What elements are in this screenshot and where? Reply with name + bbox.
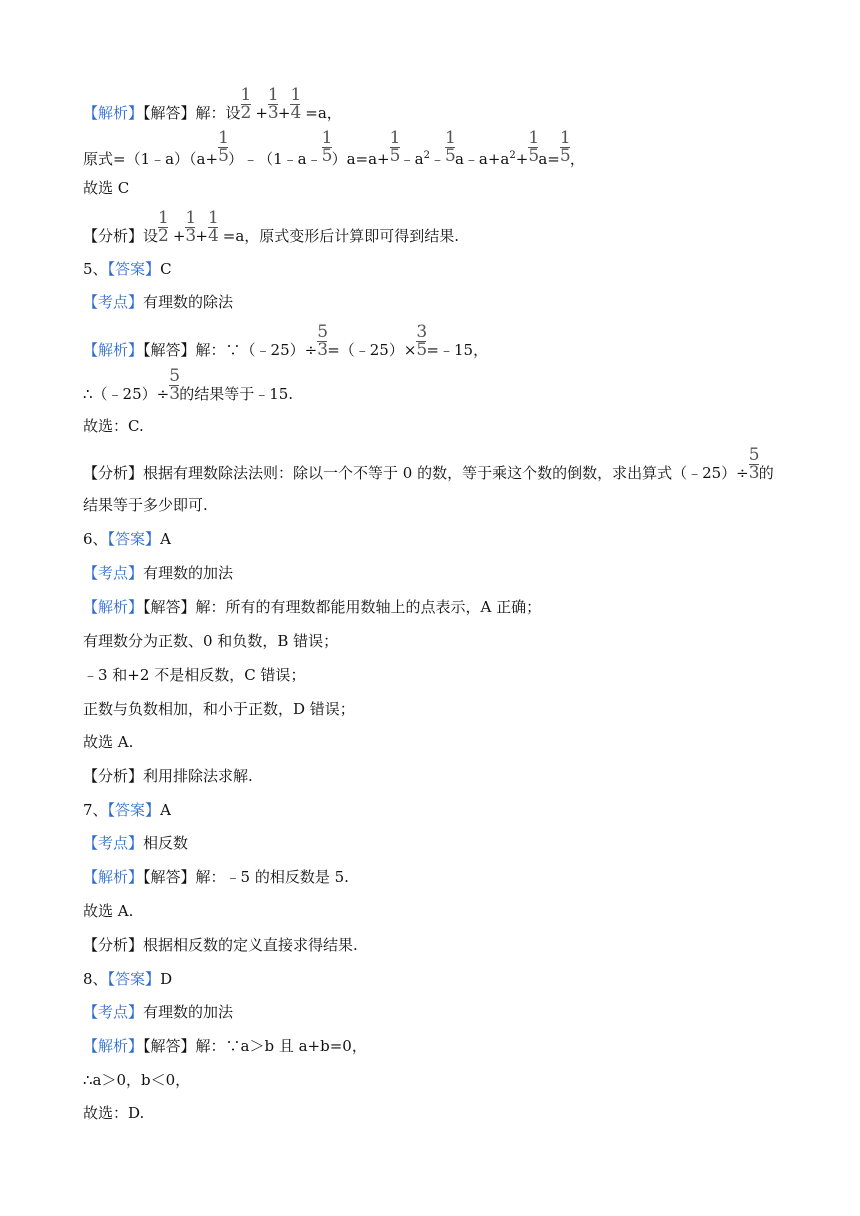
- fraction-1-5: $\frac{1}{5}$: [218, 128, 229, 166]
- q8-choice: 故选：D.: [83, 1104, 145, 1122]
- fraction-1-5: $\frac{1}{5}$: [321, 128, 333, 166]
- fenxi-tag: 【分析】: [83, 227, 144, 245]
- daan-tag: 【答案】: [107, 260, 161, 278]
- q4-choice: 故选 C: [83, 179, 130, 197]
- fraction-1-4: $\frac{1}{4}$: [207, 208, 219, 246]
- fraction-1-3: $\frac{1}{3}$: [267, 85, 279, 123]
- fraction-1-5: $\frac{1}{5}$: [559, 128, 571, 166]
- jieda-tag: 【解答】: [143, 104, 196, 122]
- q5-analysis-line-2: 结果等于多少即可.: [83, 496, 208, 514]
- q7-topic: 【考点】相反数: [83, 834, 189, 852]
- q7-solution: 【解析】【解答】解：﹣5 的相反数是 5.: [83, 868, 349, 886]
- q7-answer: 7、【答案】A: [83, 801, 171, 819]
- q5-topic: 【考点】有理数的除法: [83, 293, 234, 311]
- kaodian-tag: 【考点】: [83, 293, 144, 311]
- q4-solution-line-1: 【解析】【解答】解：设 $\frac{1}{2}$ + $\frac{1}{3}$ + $\frac{1}{4}$ =a，: [83, 85, 342, 123]
- q4-text: 解：设: [195, 104, 241, 122]
- q8-solution-line-1: 【解析】【解答】解：∵a＞b 且 a+b=0，: [83, 1037, 367, 1055]
- q4-solution-line-2: 原式=（1﹣a）（a+ $\frac{1}{5}$ ）﹣（1﹣a﹣ $\frac{1}{5}$ ）a=a+ $\frac{1}{5}$ $﹣a^2﹣$ $\frac{1}{5}$ $a﹣a+a^2+$ $\frac{1}{5}$ a= $\frac{1}{5}$ ，: [83, 128, 585, 168]
- q5-answer: 5、【答案】C: [83, 260, 172, 278]
- q8-topic: 【考点】有理数的加法: [83, 1003, 234, 1021]
- q6-solution-line-3: ﹣3 和+2 不是相反数，C 错误；: [83, 666, 306, 684]
- q5-solution-line-2: ∴（﹣25）÷ $\frac{5}{3}$ 的结果等于﹣15.: [83, 366, 294, 404]
- fraction-1-5: $\frac{1}{5}$: [389, 128, 401, 166]
- q5-choice: 故选：C.: [83, 417, 144, 435]
- q4-analysis: 【分析】设 $\frac{1}{2}$ + $\frac{1}{3}$ + $\frac{1}{4}$ =a，原式变形后计算即可得到结果.: [83, 208, 460, 246]
- fraction-1-5: $\frac{1}{5}$: [528, 128, 540, 166]
- q6-solution-line-4: 正数与负数相加，和小于正数，D 错误；: [83, 700, 355, 718]
- q6-analysis: 【分析】利用排除法求解.: [83, 767, 253, 785]
- q8-solution-line-2: ∴a＞0，b＜0，: [83, 1071, 191, 1089]
- q7-analysis: 【分析】根据相反数的定义直接求得结果.: [83, 936, 358, 954]
- q7-choice: 故选 A.: [83, 902, 134, 920]
- q6-solution-line-2: 有理数分为正数、0 和负数，B 错误；: [83, 632, 339, 650]
- q6-answer: 6、【答案】A: [83, 530, 171, 548]
- q5-analysis-line-1: 【分析】根据有理数除法法则：除以一个不等于 0 的数，等于乘这个数的倒数，求出算式（﹣25）÷ $\frac{5}{3}$ 的: [83, 445, 774, 483]
- q6-choice: 故选 A.: [83, 733, 134, 751]
- fraction-1-3: $\frac{1}{3}$: [185, 208, 197, 246]
- q5-solution-line-1: 【解析】【解答】解：∵（﹣25）÷ $\frac{5}{3}$ =（﹣25）× $\frac{3}{5}$ =﹣15，: [83, 322, 489, 360]
- fraction-3-5: $\frac{3}{5}$: [416, 322, 428, 360]
- q8-answer: 8、【答案】D: [83, 970, 173, 988]
- q6-topic: 【考点】有理数的加法: [83, 564, 234, 582]
- jiexi-tag: 【解析】: [83, 104, 144, 122]
- fraction-5-3: $\frac{5}{3}$: [748, 445, 760, 483]
- fraction-1-2: $\frac{1}{2}$: [240, 85, 252, 123]
- fraction-1-2: $\frac{1}{2}$: [158, 208, 169, 246]
- fraction-5-3: $\frac{5}{3}$: [169, 366, 181, 404]
- fraction-1-4: $\frac{1}{4}$: [290, 85, 302, 123]
- fraction-1-5: $\frac{1}{5}$: [444, 128, 456, 166]
- fraction-5-3: $\frac{5}{3}$: [317, 322, 329, 360]
- q6-solution-line-1: 【解析】【解答】解：所有的有理数都能用数轴上的点表示，A 正确；: [83, 598, 542, 616]
